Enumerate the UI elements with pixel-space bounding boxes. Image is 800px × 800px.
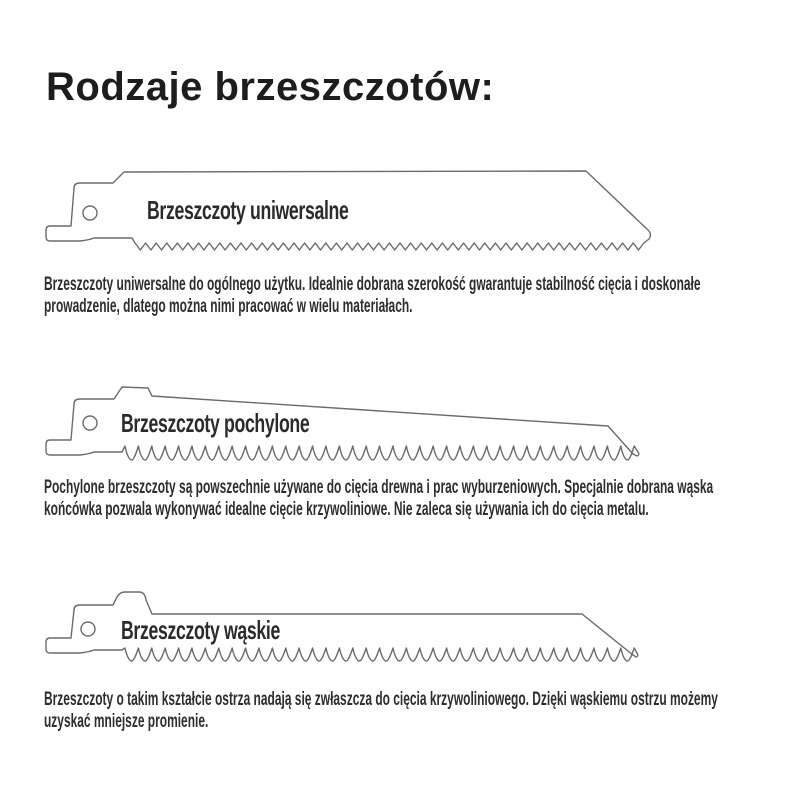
narrow-blade-label: Brzeszczoty wąskie [121, 615, 280, 645]
narrow-blade-mounting-hole-icon [81, 622, 95, 636]
tapered-blade-description: Pochylone brzeszczoty są powszechnie używane do cięcia drewna i prac wyburzeniowych. Specjalnie dobrana wąska końcówka pozwala wykonywać idealne cięcie krzywoliniowe. Nie zaleca się używania ich do cięcia metalu. [44, 477, 714, 520]
universal-blade-mounting-hole-icon [83, 206, 97, 220]
universal-blade-description: Brzeszczoty uniwersalne do ogólnego użytku. Idealnie dobrana szerokość gwarantuje stabilność cięcia i doskonałe prowadzenie, dlatego można nimi pracować w wielu materiałach. [44, 274, 701, 317]
universal-blade-label: Brzeszczoty uniwersalne [147, 195, 349, 225]
tapered-blade-label: Brzeszczoty pochylone [121, 408, 310, 438]
page-title: Rodzaje brzeszczotów: [46, 65, 495, 109]
tapered-blade-mounting-hole-icon [83, 416, 97, 430]
narrow-blade-description: Brzeszczoty o takim kształcie ostrza nadają się zwłaszcza do cięcia krzywoliniowego. Dzięki wąskiemu ostrzu możemy uzyskać mniejsze promienie. [44, 689, 718, 732]
